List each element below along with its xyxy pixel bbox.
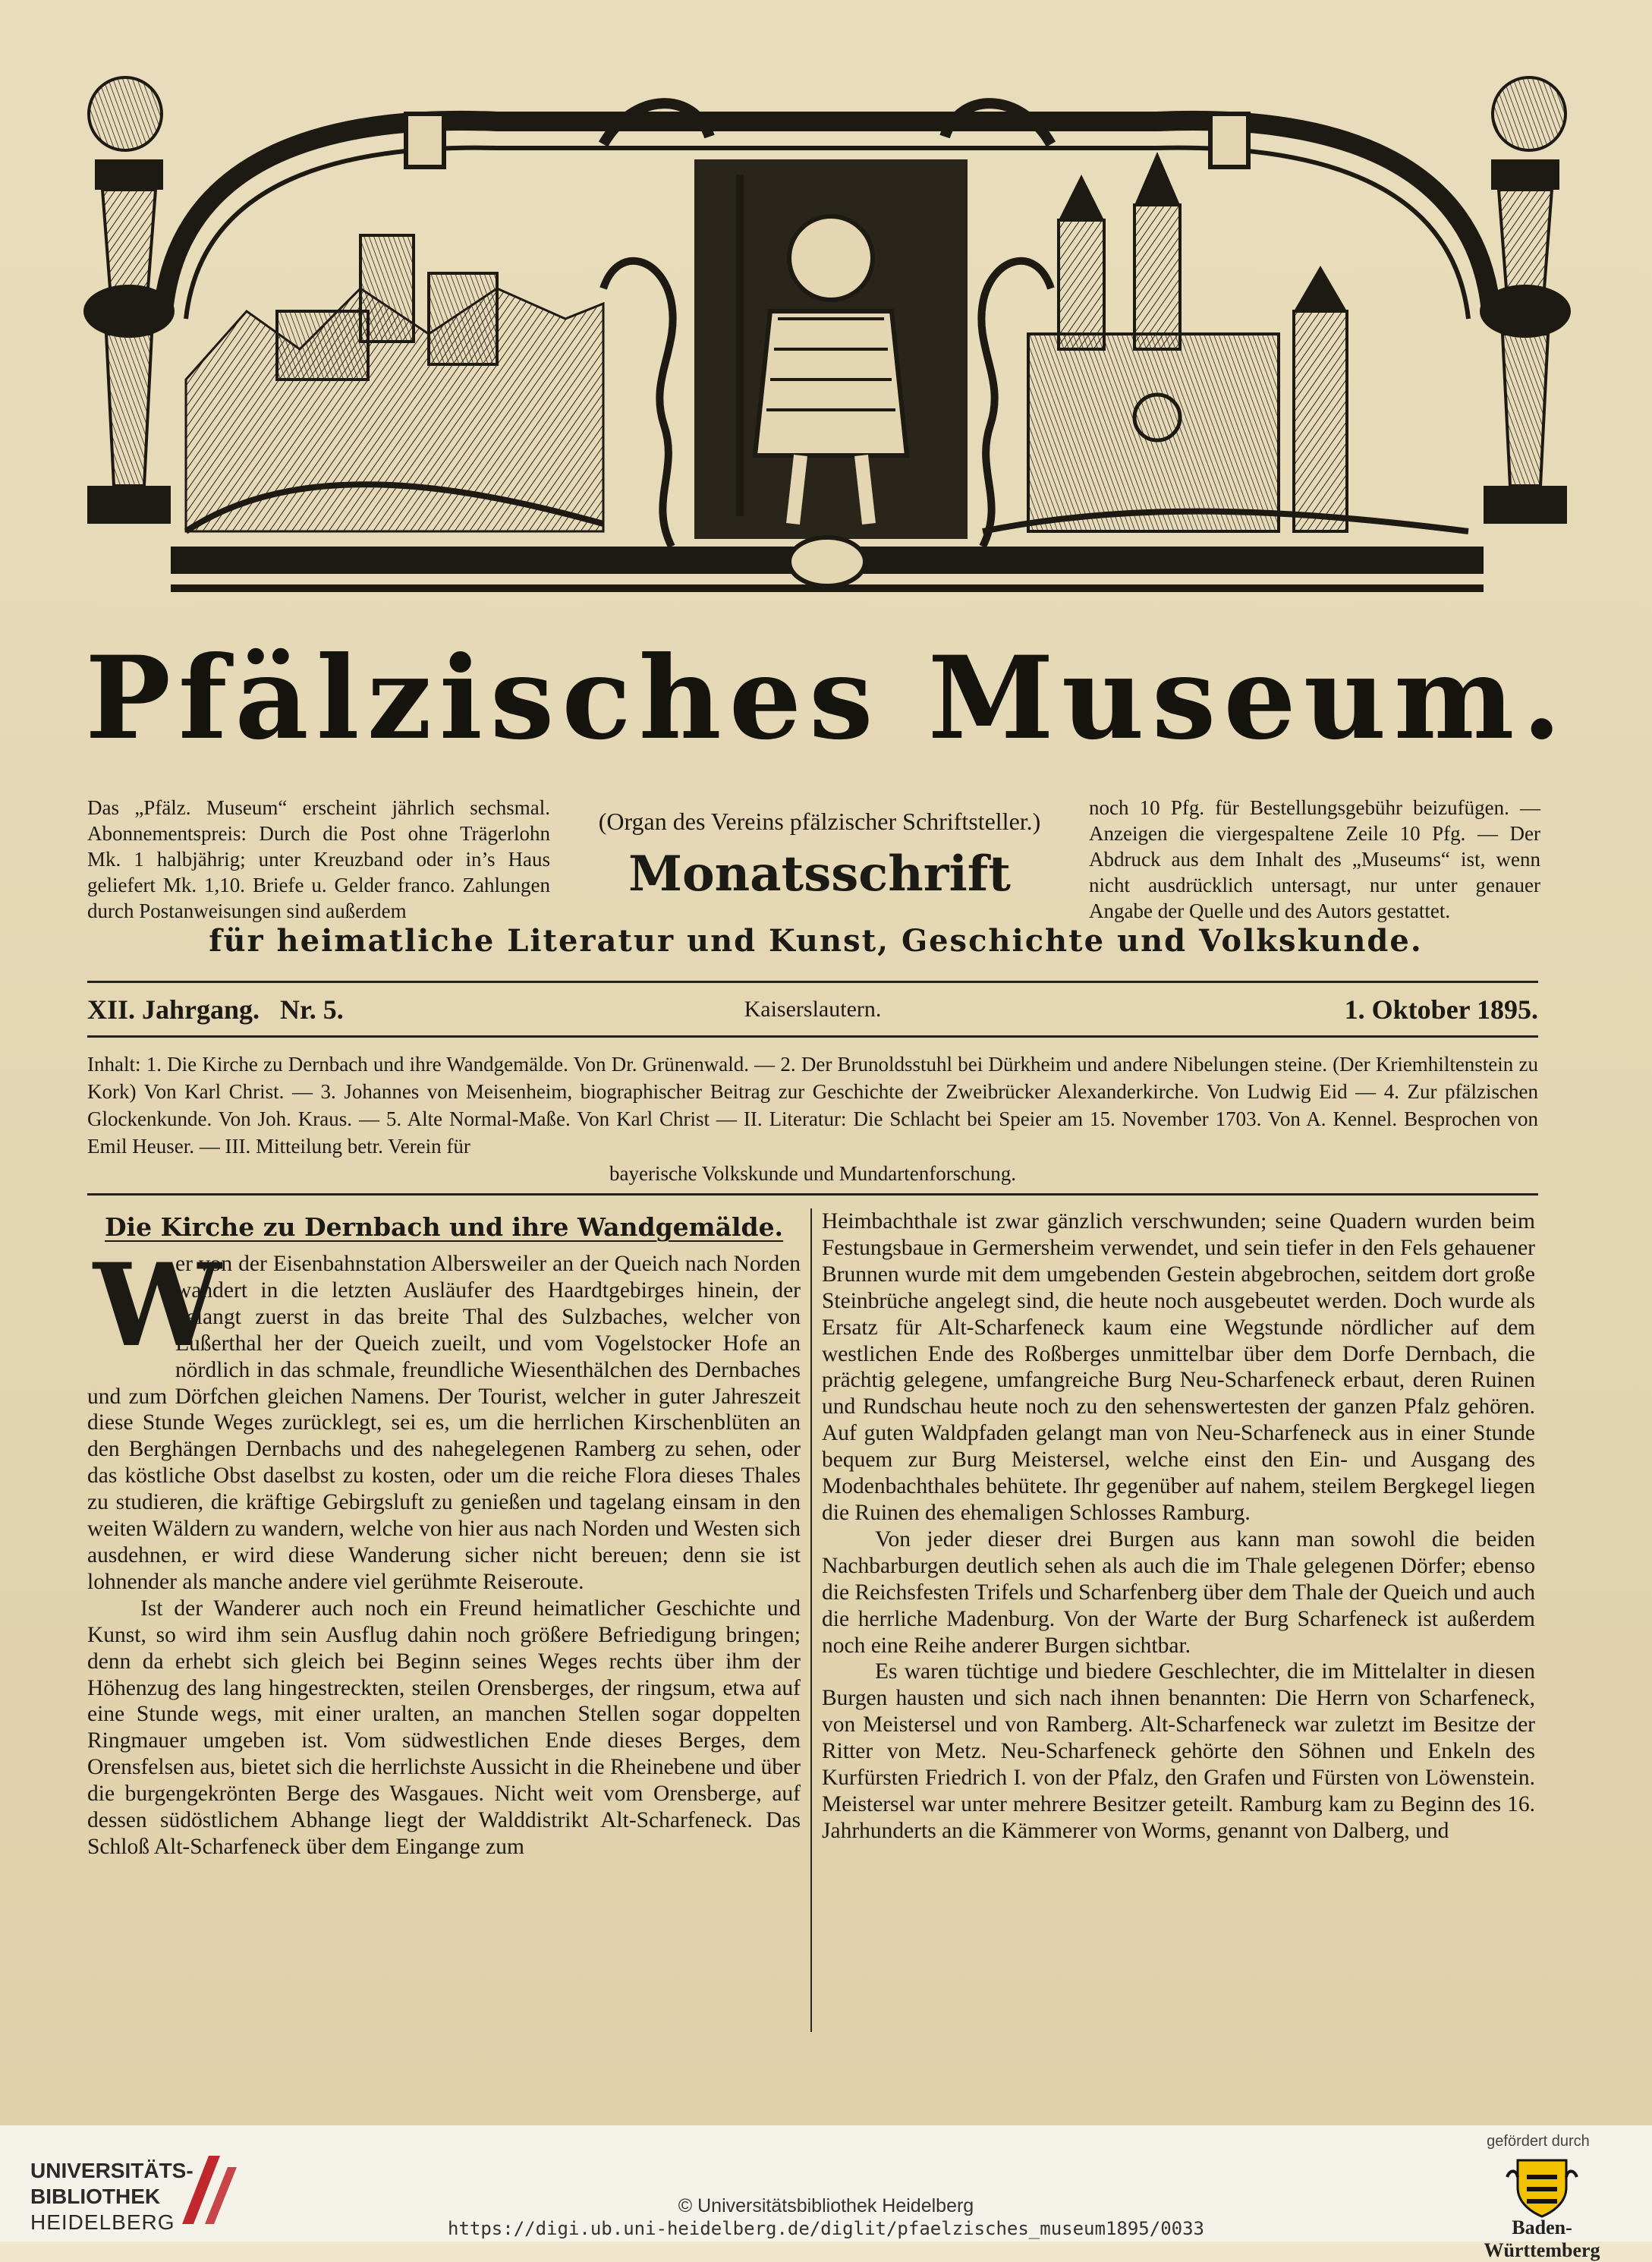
article-paragraph: Es waren tüchtige und biedere Geschlechter, die im Mittelalter in diesen Burgen hausten und sich nach ihnen benannten: Die Herrn von Scharfeneck, von Meistersel und von Ramberg. Alt-Scharfeneck war zuletzt im Besitze der Ritter von Metz. Neu-Scharfeneck gehörte den Söhnen und Enkeln des Kurfürsten Friedrich I. von der Pfalz, den Grafen und Fürsten von Löwenstein. Meistersel war unter mehrere Besitzer geteilt. Ramburg kam zu Beginn des 16. Jahrhunderts an die Kämmerer von Worms, genannt von Dalberg, und	[822, 1659, 1535, 1843]
state-name: Baden-Württemberg	[1484, 2216, 1600, 2261]
state-coat-of-arms-icon[interactable]	[1504, 2154, 1580, 2218]
issue-bar	[87, 987, 1538, 1032]
table-of-contents	[87, 1051, 1538, 1187]
left-column-icon	[83, 159, 175, 524]
contents-text: Inhalt: 1. Die Kirche zu Dernbach und ihre Wandgemälde. Von Dr. Grünenwald. — 2. Der Brunoldsstuhl bei Dürkheim und andere Nibelungen steine. (Der Kriemhiltenstein zu Kork) Von Karl Christ. — 3. Johannes von Meisenheim, biographischer Beitrag zur Geschichte der Zweibrücker Alexanderkirche. Von Ludwig Eid — 4. Zur pfälzischen Glockenkunde. Von Joh. Kraus. — 5. Alte Normal-Maße. Von Karl Christ — II. Literatur: Die Schlacht bei Speier am 15. November 1703. Von A. Kennel. Besprochen von Emil Heuser. — III. Mitteilung betr. Verein für	[87, 1053, 1538, 1158]
organ-line: (Organ des Vereins pfälzischer Schriftsteller.)	[598, 808, 1041, 835]
library-name-line2: BIBLIOTHEK	[30, 2185, 161, 2208]
permalink-url[interactable]: https://digi.ub.uni-heidelberg.de/diglit/pfaelzisches_museum1895/0033	[448, 2218, 1204, 2239]
issue-volume: XII. Jahrgang.	[87, 994, 260, 1025]
ornamental-header-engraving	[72, 61, 1582, 607]
library-name-line1: UNIVERSITÄTS-	[30, 2159, 194, 2182]
left-cherub-icon	[89, 77, 162, 150]
article-paragraph: Von jeder dieser drei Burgen aus kann man sowohl die beiden Nachbarburgen deutlich sehen als auch die im Thale gelegenen Dörfer; ebenso die Reichsfesten Trifels und Scharfenberg über dem Thale der Queich und auch die herrliche Madenburg. Von der Warte der Burg Scharfeneck ist außerdem noch eine Reihe anderer Burgen sichtbar.	[822, 1526, 1535, 1658]
publication-subtitle: für heimatliche Literatur und Kunst, Geschichte und Volkskunde.	[209, 923, 1423, 959]
subscription-notice: Das „Pfälz. Museum“ erscheint jährlich sechsmal. Abonnementspreis: Durch die Post ohne Trägerlohn Mk. 1 halbjährig; unter Kreuzband oder in’s Haus geliefert Mk. 1,10. Briefe u. Gelder franco. Zahlungen durch Postanweisungen sind außerdem	[87, 796, 550, 922]
divider-rule	[87, 1035, 1538, 1038]
reprint-notice: noch 10 Pfg. für Bestellungsgebühr beizufügen. — Anzeigen die viergespaltene Zeile 10 Pfg. — Der Abdruck aus dem Inhalt des „Museums“ ist, wenn nicht ausdrücklich untersagt, nur unter genauer Angabe der Quelle und des Autors gestattet.	[1089, 796, 1540, 922]
column-divider	[810, 1208, 812, 2032]
article-paragraph: Heimbachthale ist zwar gänzlich verschwunden; seine Quadern wurden beim Festungsbaue in Germersheim verwendet, und sein tiefer in den Fels gehauener Brunnen wurde mit dem umgebenden Gestein abgebrochen, seitdem dort große Steinbrüche angelegt sind, die heute noch ausgebeutet werden. Doch wurde als Ersatz für Alt-Scharfeneck kaum eine Wegstunde nördlicher auf dem westlichen Ende des Roßberges unmittelbar über dem Dorfe Dernbach, die prächtig gelegene, umfangreiche Burg Neu-Scharfeneck erbaut, deren Ruinen und Rundschau heute noch zu den sehenswertesten der ganzen Pfalz gehören. Auf guten Waldpfaden gelangt man von Neu-Scharfeneck aus in einer Stunde bequem zur Burg Meistersel, welche einst den Ein- und Ausgang des Modenbachthales behütete. Ihr gegenüber auf nahem, steilem Bergkegel liegen die Ruinen des ehemaligen Schlosses Ramburg.	[822, 1209, 1535, 1525]
article-title: Die Kirche zu Dernbach und ihre Wandgemälde.	[104, 1212, 784, 1242]
publication-type: Monatsschrift	[628, 846, 1011, 903]
knight-panel-icon	[694, 159, 968, 539]
left-cartouche-icon	[406, 114, 444, 167]
divider-rule	[87, 981, 1538, 983]
article-paragraph: er von der Eisenbahnstation Albersweiler an der Queich nach Norden wandert in die letzten Ausläufer des Haardtgebirges hinein, der gelangt zuerst in das breite Thal des Sulzbaches, welcher von Eußerthal her der Queich zueilt, und vom Vogelstocker Hofe an nördlich in das schmale, freundliche Wiesenthälchen des Dernbaches und zum Dörfchen gleichen Namens. Der Tourist, welcher in guter Jahreszeit diese Stunde Weges zurücklegt, sei es, um die herrlichen Kirschenblüten an den Berghängen Dernbachs und des nahegelegenen Ramberg zu sehen, oder das köstliche Obst daselbst zu kosten, oder um die reiche Flora dieses Thales zu studieren, die kräftige Gebirgsluft zu genießen und tagelang einsam in den weiten Wäldern zu wandern, welche von hier aus nach Norden und Westen sich ausdehnen, er wird diese Wanderung sicher nicht bereuen; denn sie ist lohnender als manche andere viel gerühmte Reiseroute.	[87, 1252, 801, 1594]
contents-last-line: bayerische Volkskunde und Mundartenforschung.	[609, 1162, 1016, 1185]
shell-ornament-icon	[789, 537, 865, 586]
issue-place: Kaiserslautern.	[744, 997, 882, 1022]
article-paragraph: Ist der Wanderer auch noch ein Freund heimatlicher Geschichte und Kunst, so wird ihm sein Ausflug dahin noch größere Befriedigung bringen; denn da erhebt sich gleich bei Beginn seines Weges rechts über ihm der Höhenzug des lang hingestreckten, steilen Orensberges, der ringsum, etwa auf eine Stunde wegs, mit einer uralten, an manchen Stellen sogar doppelten Ringmauer umgeben ist. Vom südwestlichen Ende dieses Berges, dem Orensfelsen aus, bietet sich die herrlichste Aussicht in die Rheinebene und über die burgengekrönten Berge des Wasgaues. Nicht weit vom Orensberge, auf dessen südöstlichem Abhange liegt der Walddistrikt Alt-Scharfeneck. Das Schloß Alt-Scharfeneck über dem Eingange zum	[87, 1596, 801, 1859]
copyright-notice: © Universitätsbibliothek Heidelberg	[678, 2195, 974, 2216]
drop-cap: W	[93, 1239, 222, 1372]
article-column-left	[87, 1208, 801, 2032]
issue-date: 1. Oktober 1895.	[1344, 994, 1538, 1025]
viewer-footer	[0, 2125, 1652, 2261]
cathedral-icon	[983, 152, 1468, 531]
article-column-right	[822, 1208, 1535, 2032]
divider-rule	[87, 1193, 1538, 1196]
issue-number: Nr. 5.	[280, 994, 344, 1025]
right-cherub-icon	[1493, 77, 1565, 150]
library-name-line3: HEIDELBERG	[30, 2210, 175, 2234]
funded-by-label: gefördert durch	[1487, 2133, 1590, 2150]
right-column-icon	[1480, 159, 1571, 524]
right-cartouche-icon	[1210, 114, 1248, 167]
masthead-title: Pfälzisches Museum.	[85, 632, 1569, 765]
castle-landscape-icon	[186, 235, 603, 531]
